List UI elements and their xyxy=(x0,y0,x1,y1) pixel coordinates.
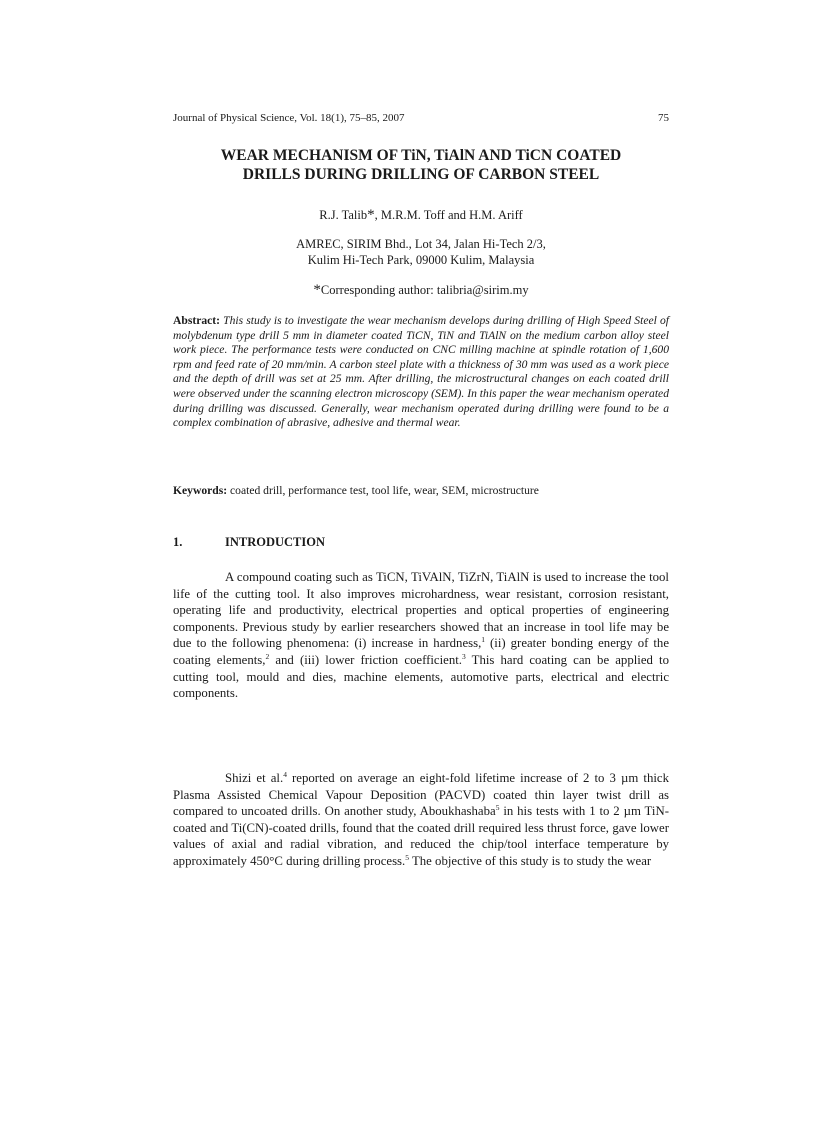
para1-text-a: A compound coating such as TiCN, TiVAlN, TiZrN, TiAlN is used to increase the tool life of the cutting tool. It also improves microhardness, wear resistant, corrosion resistant, operating life and productivity, electrical properties and optical properties of engineering components. Previous study by earlier researchers showed that an increase in tool life may be due to the following phenomena: (i) increase in hardness, xyxy=(173,570,669,651)
affiliation xyxy=(173,236,669,268)
section-number: 1. xyxy=(173,535,183,549)
citation-1: 1 xyxy=(481,635,486,645)
keywords-label: Keywords: xyxy=(173,484,228,497)
running-header xyxy=(173,112,669,124)
intro-paragraph-2 xyxy=(173,770,669,870)
corresponding-footnote-marker: * xyxy=(313,282,321,298)
section-heading xyxy=(173,535,669,550)
para1-text-d: This hard coating can be applied to cutting tool, mould and dies, machine elements, automotive parts, electrical and electric components. xyxy=(173,652,669,701)
para1-text-c: and (iii) lower friction coefficient. xyxy=(269,652,462,667)
abstract-text: This study is to investigate the wear mechanism develops during drilling of High Speed Steel of molybdenum type drill 5 mm in diameter coated TiCN, TiN and TiAlN on the medium carbon alloy steel work piece. The performance tests were conducted on CNC milling machine at spindle rotation of 1,600 rpm and feed rate of 20 mm/min. A carbon steel plate with a thickness of 30 mm was used as a work piece and the depth of drill was set at 25 mm. After drilling, the microstructural changes on each coated drill were observed under the scanning electron microscopy (SEM). In this paper the wear mechanism operated during drilling was discussed. Generally, wear mechanism operated during drilling were found to be a complex combination of abrasive, adhesive and thermal wear. xyxy=(173,314,669,430)
other-authors: , M.R.M. Toff and H.M. Ariff xyxy=(374,208,523,222)
citation-3: 3 xyxy=(462,651,466,661)
citation-4: 4 xyxy=(283,770,287,779)
keywords xyxy=(173,484,669,497)
paper-title xyxy=(173,146,669,184)
para1-text-b: (ii) greater bonding energy of the coating elements, xyxy=(173,636,669,667)
corresponding-marker: * xyxy=(367,207,375,223)
journal-citation: Journal of Physical Science, Vol. 18(1), 75–85, 2007 xyxy=(173,112,405,124)
para2-text-c: in his tests with 1 to 2 µm TiN-coated and Ti(CN)-coated drills, found that the coated drill required less thrust force, gave lower values of axial and radial vibration, and reduced the chip/tool interface temperature by approximately 450°C during drilling process. xyxy=(173,804,669,868)
corresponding-email: Corresponding author: talibria@sirim.my xyxy=(320,283,529,297)
title-line-1: WEAR MECHANISM OF TiN, TiAlN AND TiCN COATED xyxy=(220,147,622,164)
para2-text-a: Shizi et al. xyxy=(225,771,284,785)
keywords-text: coated drill, performance test, tool life, wear, SEM, microstructure xyxy=(230,484,539,497)
para2-text-d: The objective of this study is to study the wear xyxy=(408,853,652,868)
citation-5b: 5 xyxy=(405,852,409,862)
affiliation-line-1: AMREC, SIRIM Bhd., Lot 34, Jalan Hi-Tech 2/3, xyxy=(296,237,546,251)
section-title: INTRODUCTION xyxy=(225,535,326,549)
abstract xyxy=(173,314,669,431)
citation-5: 5 xyxy=(495,803,500,813)
intro-paragraph-1 xyxy=(173,569,669,702)
citation-2: 2 xyxy=(265,651,270,661)
affiliation-line-2: Kulim Hi-Tech Park, 09000 Kulim, Malaysia xyxy=(307,253,535,267)
page-number: 75 xyxy=(658,112,669,124)
first-author: R.J. Talib xyxy=(319,208,368,222)
author-list xyxy=(173,207,669,224)
para2-text-b: reported on average an eight-fold lifetime increase of 2 to 3 µm thick Plasma Assisted Chemical Vapour Deposition (PACVD) coated thin layer twist drill as compared to uncoated drills. On another study, Aboukhashaba xyxy=(173,771,669,819)
abstract-label: Abstract: xyxy=(173,314,221,327)
corresponding-author xyxy=(173,282,669,299)
title-line-2: DRILLS DURING DRILLING OF CARBON STEEL xyxy=(242,166,600,183)
